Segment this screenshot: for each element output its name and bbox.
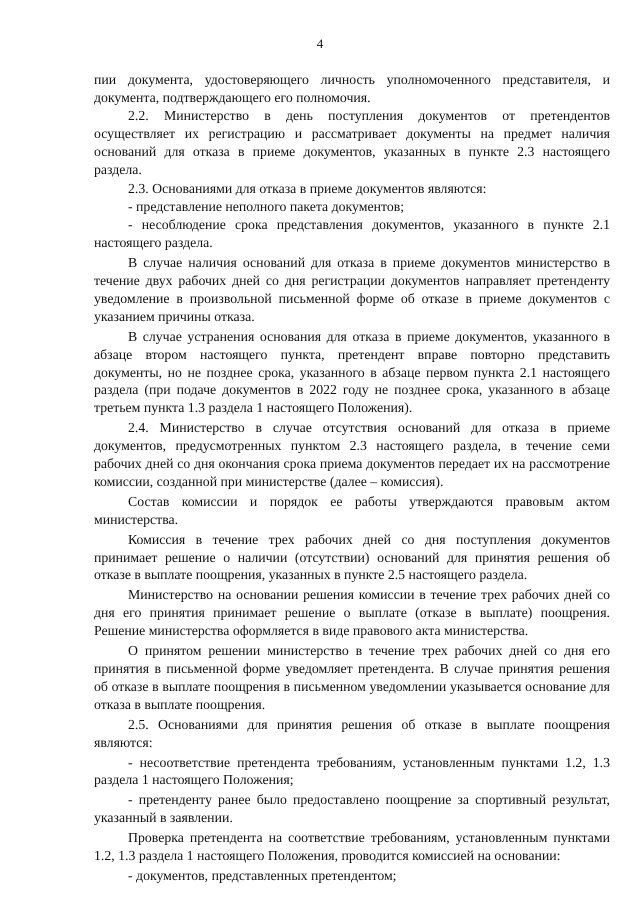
list-item-submitted-documents: - документов, представленных претендентом; — [128, 867, 397, 883]
list-item-nonconformity: - несоответствие претендента требованиям, установленным пунктами 1.2, 1.3 раздела 1 настоящего Положения; — [94, 754, 610, 788]
paragraph-commission-decision: Комиссия в течение трех рабочих дней со дня поступления документов принимает решение о наличии (отсутствии) оснований для принятия решения об отказе в выплате поощрения, указанных в пункте 2.5 настоящего раздела. — [94, 531, 610, 583]
paragraph-ministry-decision: Министерство на основании решения комиссии в течение трех рабочих дней со дня его принятия принимает решение о выплате (отказе в выплате) поощрения. Решение министерства оформляется в виде правового акта министерства. — [94, 587, 610, 639]
paragraph-2-5: 2.5. Основаниями для принятия решения об отказе в выплате поощрения являются: — [94, 716, 610, 750]
list-item-prior-reward: - претенденту ранее было предоставлено поощрение за спортивный результат, указанный в заявлении. — [94, 792, 610, 826]
paragraph-verification: Проверка претендента на соответствие требованиям, установленным пунктами 1.2, 1.3 раздела 1 настоящего Положения, проводится комиссией на основании: — [94, 830, 610, 864]
list-item-deadline-violation: - несоблюдение срока представления документов, указанного в пункте 2.1 настоящего раздела. — [94, 217, 610, 251]
document-body — [94, 71, 610, 885]
paragraph-2-3: 2.3. Основаниями для отказа в приеме документов являются: — [128, 181, 487, 197]
paragraph-resubmission: В случае устранения основания для отказа в приеме документов, указанного в абзаце втором настоящего пункта, претендент вправе повторно представить документы, но не позднее срока, указанного в абзаце первом пункта 2.1 настоящего раздела (при подаче документов в 2022 году не позднее срока, указанного в абзаце третьем пункта 1.3 раздела 1 настоящего Положения). — [94, 328, 610, 416]
paragraph-2-2: 2.2. Министерство в день поступления документов от претендентов осуществляет их регистрацию и рассматривает документы на предмет наличия оснований для отказа в приеме документов, указанных в пункте 2.3 настоящего раздела. — [94, 107, 610, 177]
paragraph-commission-composition: Состав комиссии и порядок ее работы утверждаются правовым актом министерства. — [94, 493, 610, 527]
page-number: 4 — [316, 36, 324, 51]
paragraph-continuation: пии документа, удостоверяющего личность уполномоченного представителя, и документа, подтверждающего его полномочия. — [94, 72, 610, 105]
paragraph-notification: О принятом решении министерство в течение трех рабочих дней со дня его принятия в письменной форме уведомляет претендента. В случае принятия решения об отказе в выплате поощрения в письменном уведомлении указывается основание для отказа в выплате поощрения. — [94, 643, 610, 712]
list-item-incomplete-package: - представление неполного пакета документов; — [128, 199, 405, 215]
paragraph-2-4: 2.4. Министерство в случае отсутствия оснований для отказа в приеме документов, предусмотренных пунктом 2.3 настоящего раздела, в течение семи рабочих дней со дня окончания срока приема документов передает их на рассмотрение комиссии, созданной при министерстве (далее – комиссия). — [94, 420, 610, 489]
paragraph-refusal-notice: В случае наличия оснований для отказа в приеме документов министерство в течение двух рабочих дней со дня регистрации документов направляет претенденту уведомление в произвольной письменной форме об отказе в приеме документов с указанием причины отказа. — [94, 255, 610, 324]
